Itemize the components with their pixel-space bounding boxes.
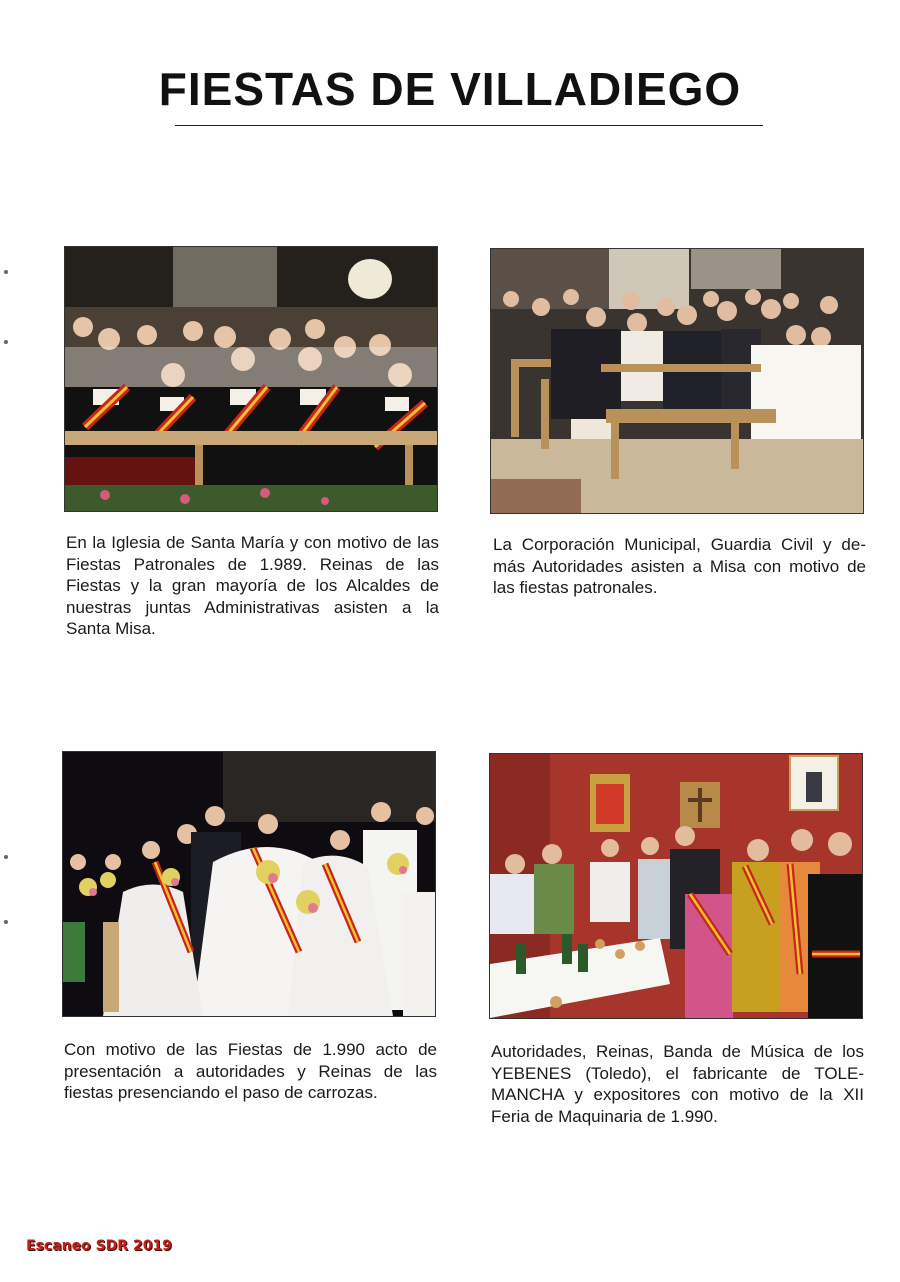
punch-hole [4, 855, 8, 859]
caption-text: En la Iglesia de Santa María y con motivo de las Fiestas Patronales de 1.989. Reinas de las Fiestas y la gran mayoría de los Alcaldes de nuestras juntas Administrativas asisten a la Santa Misa. [66, 533, 439, 638]
punch-hole [4, 920, 8, 924]
photo-corporation-mass [490, 248, 864, 514]
page-title: FIESTAS DE VILLADIEGO [158, 63, 742, 115]
photo-corporation-mass-image [491, 249, 863, 513]
punch-hole [4, 270, 8, 274]
caption-text: Autoridades, Reinas, Banda de Música de los YEBENES (Toledo), el fabricante de TOLE-MANCHA y expositores con motivo de la XII Feria de Maquinaria de 1.990. [491, 1042, 864, 1126]
scan-watermark: Escaneo SDR 2019 [26, 1238, 172, 1254]
caption-text: Con motivo de las Fiestas de 1.990 acto de presentación a autoridades y Reinas de las fiestas presenciando el paso de carrozas. [64, 1040, 437, 1102]
photo-night-presentation [62, 751, 436, 1017]
title-underline [175, 125, 763, 126]
photo-machinery-fair [489, 753, 863, 1019]
photo-night-presentation-image [63, 752, 435, 1016]
caption-machinery-fair [491, 1041, 864, 1127]
caption-night-presentation [64, 1039, 437, 1104]
photo-machinery-fair-image [490, 754, 862, 1018]
photo-church-queens [64, 246, 438, 512]
punch-hole [4, 340, 8, 344]
caption-church-queens [66, 532, 439, 640]
photo-church-queens-image [65, 247, 437, 511]
caption-text: La Corporación Municipal, Guardia Civil y de-más Autoridades asisten a Misa con motivo de las fiestas patronales. [493, 535, 866, 597]
caption-corporation-mass [493, 534, 866, 599]
